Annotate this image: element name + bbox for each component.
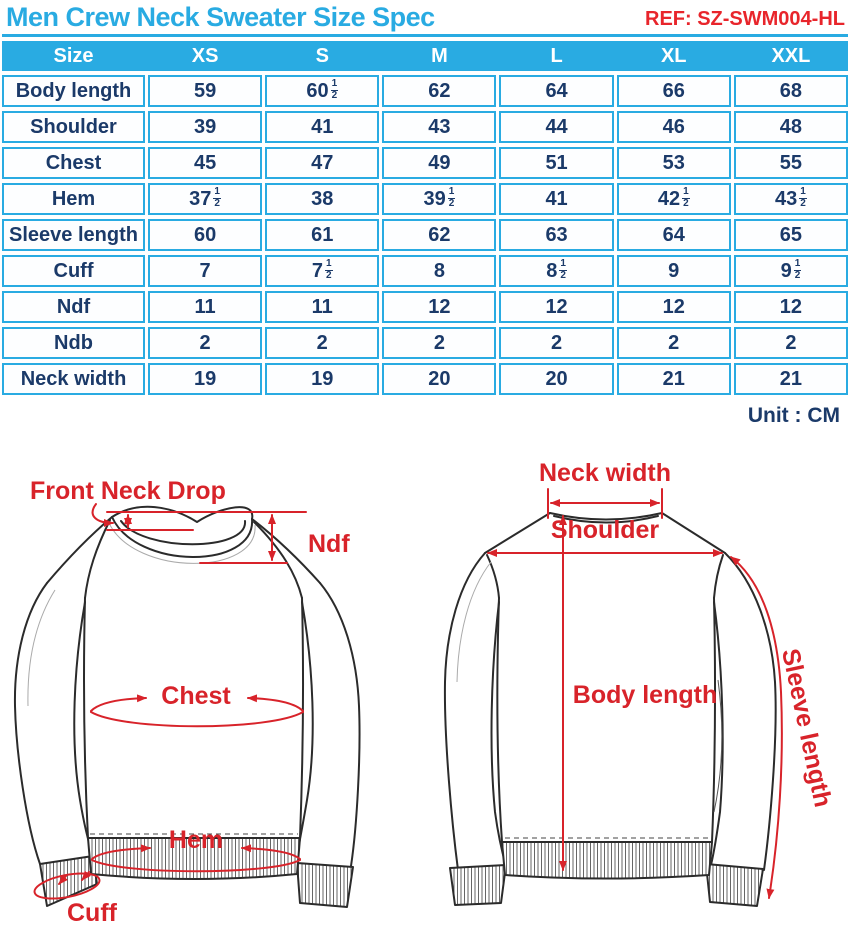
- page-title: Men Crew Neck Sweater Size Spec: [6, 2, 435, 32]
- back-left-sleeve-outer: [445, 553, 485, 870]
- back-right-cuff: [706, 864, 763, 906]
- cell-value: 12: [499, 291, 613, 323]
- back-right-sleeve-outer: [725, 553, 776, 870]
- cell-value: 66: [617, 75, 731, 107]
- front-right-sleeve-outer: [320, 583, 360, 866]
- row-label: Ndb: [2, 327, 145, 359]
- cell-value: 55: [734, 147, 848, 179]
- cell-value: 41: [265, 111, 379, 143]
- row-label: Hem: [2, 183, 145, 215]
- cell-value: 38: [265, 183, 379, 215]
- front-right-cuff: [297, 863, 353, 907]
- back-torso-right: [712, 598, 715, 842]
- cell-value: 2: [382, 327, 496, 359]
- cell-value: 65: [734, 219, 848, 251]
- cell-value: 21: [734, 363, 848, 395]
- cell-value: 41: [499, 183, 613, 215]
- back-left-armhole-seam: [487, 555, 499, 598]
- front-neck-drop-label: Front Neck Drop: [30, 477, 226, 505]
- row-label: Chest: [2, 147, 145, 179]
- cell-value: 2: [265, 327, 379, 359]
- back-hem-band: [502, 842, 712, 879]
- row-label: Body length: [2, 75, 145, 107]
- back-left-cuff: [450, 865, 506, 905]
- cell-value: 8 $\frac{1}{2}$: [499, 255, 613, 287]
- cell-value: 20: [499, 363, 613, 395]
- front-torso-right: [300, 598, 303, 838]
- cell-value: 45: [148, 147, 262, 179]
- row-label: Cuff: [2, 255, 145, 287]
- collar-inner-arc: [121, 521, 245, 544]
- column-header: XXL: [771, 44, 811, 67]
- back-view-diagram: [425, 440, 850, 932]
- cell-value: 43 $\frac{1}{2}$: [734, 183, 848, 215]
- cell-value: 61: [265, 219, 379, 251]
- cell-value: 68: [734, 75, 848, 107]
- cell-value: 44: [499, 111, 613, 143]
- column-header: Size: [53, 44, 94, 67]
- row-label: Ndf: [2, 291, 145, 323]
- cell-value: 21: [617, 363, 731, 395]
- cell-value: 60: [148, 219, 262, 251]
- cell-value: 2: [148, 327, 262, 359]
- cell-value: 39 $\frac{1}{2}$: [382, 183, 496, 215]
- cell-value: 46: [617, 111, 731, 143]
- cell-value: 12: [734, 291, 848, 323]
- cell-value: 64: [617, 219, 731, 251]
- cell-value: 7 $\frac{1}{2}$: [265, 255, 379, 287]
- chest-ellipse-bottom: [91, 712, 303, 726]
- shoulder-label: Shoulder: [550, 516, 660, 544]
- cell-value: 62: [382, 219, 496, 251]
- cell-value: 59: [148, 75, 262, 107]
- cell-value: 64: [499, 75, 613, 107]
- column-header: XL: [660, 44, 687, 67]
- front-torso-left: [84, 598, 88, 838]
- unit-note: Unit : CM: [747, 404, 840, 427]
- sleeve-length-label: Sleeve length: [776, 646, 837, 810]
- front-left-shoulder: [47, 517, 112, 583]
- chest-label: Chest: [161, 682, 231, 710]
- cell-value: 62: [382, 75, 496, 107]
- cell-value: 2: [499, 327, 613, 359]
- row-label: Shoulder: [2, 111, 145, 143]
- cell-value: 51: [499, 147, 613, 179]
- size-table-body: [2, 75, 848, 395]
- cell-value: 49: [382, 147, 496, 179]
- row-label: Sleeve length: [2, 219, 145, 251]
- column-header: M: [431, 44, 448, 67]
- cell-value: 19: [148, 363, 262, 395]
- column-header: L: [550, 44, 563, 67]
- cell-value: 19: [265, 363, 379, 395]
- cell-value: 11: [148, 291, 262, 323]
- front-view-diagram: [0, 440, 425, 932]
- hem-label: Hem: [168, 826, 224, 854]
- cell-value: 37 $\frac{1}{2}$: [148, 183, 262, 215]
- back-left-shoulder: [485, 513, 550, 553]
- chest-arrow-right: [248, 698, 303, 711]
- cell-value: 2: [617, 327, 731, 359]
- cuff-label: Cuff: [67, 899, 117, 927]
- cell-value: 60 $\frac{1}{2}$: [265, 75, 379, 107]
- front-right-sleeve-inner: [296, 602, 313, 861]
- neck-width-label: Neck width: [539, 459, 671, 487]
- front-left-sleeve-outer: [15, 583, 47, 864]
- cell-value: 8: [382, 255, 496, 287]
- cell-value: 12: [382, 291, 496, 323]
- cell-value: 42 $\frac{1}{2}$: [617, 183, 731, 215]
- body-length-label: Body length: [572, 681, 718, 709]
- ndf-label: Ndf: [308, 530, 350, 558]
- chest-arrow-left: [91, 698, 146, 711]
- ref-code: REF: SZ-SWM004-HL: [645, 8, 845, 30]
- cell-value: 39: [148, 111, 262, 143]
- collar-top-edge: [112, 507, 252, 522]
- cell-value: 9: [617, 255, 731, 287]
- cell-value: 48: [734, 111, 848, 143]
- cell-value: 7: [148, 255, 262, 287]
- cell-value: 12: [617, 291, 731, 323]
- back-right-armhole-seam: [714, 555, 723, 598]
- cell-value: 63: [499, 219, 613, 251]
- cell-value: 20: [382, 363, 496, 395]
- row-label: Neck width: [2, 363, 145, 395]
- cell-value: 53: [617, 147, 731, 179]
- column-header: XS: [191, 44, 219, 67]
- table-top-border: [2, 34, 848, 37]
- cell-value: 9 $\frac{1}{2}$: [734, 255, 848, 287]
- cell-value: 43: [382, 111, 496, 143]
- size-table-header: [2, 41, 848, 71]
- back-right-shoulder: [662, 513, 725, 553]
- back-torso-left: [497, 598, 502, 842]
- column-header: S: [315, 44, 329, 67]
- back-left-sleeve-shadow: [457, 562, 491, 682]
- front-right-armhole-seam: [254, 522, 302, 598]
- cell-value: 2: [734, 327, 848, 359]
- front-left-armhole-seam: [85, 520, 110, 598]
- sleeve-length-measure: [731, 557, 782, 898]
- cell-value: 47: [265, 147, 379, 179]
- cell-value: 11: [265, 291, 379, 323]
